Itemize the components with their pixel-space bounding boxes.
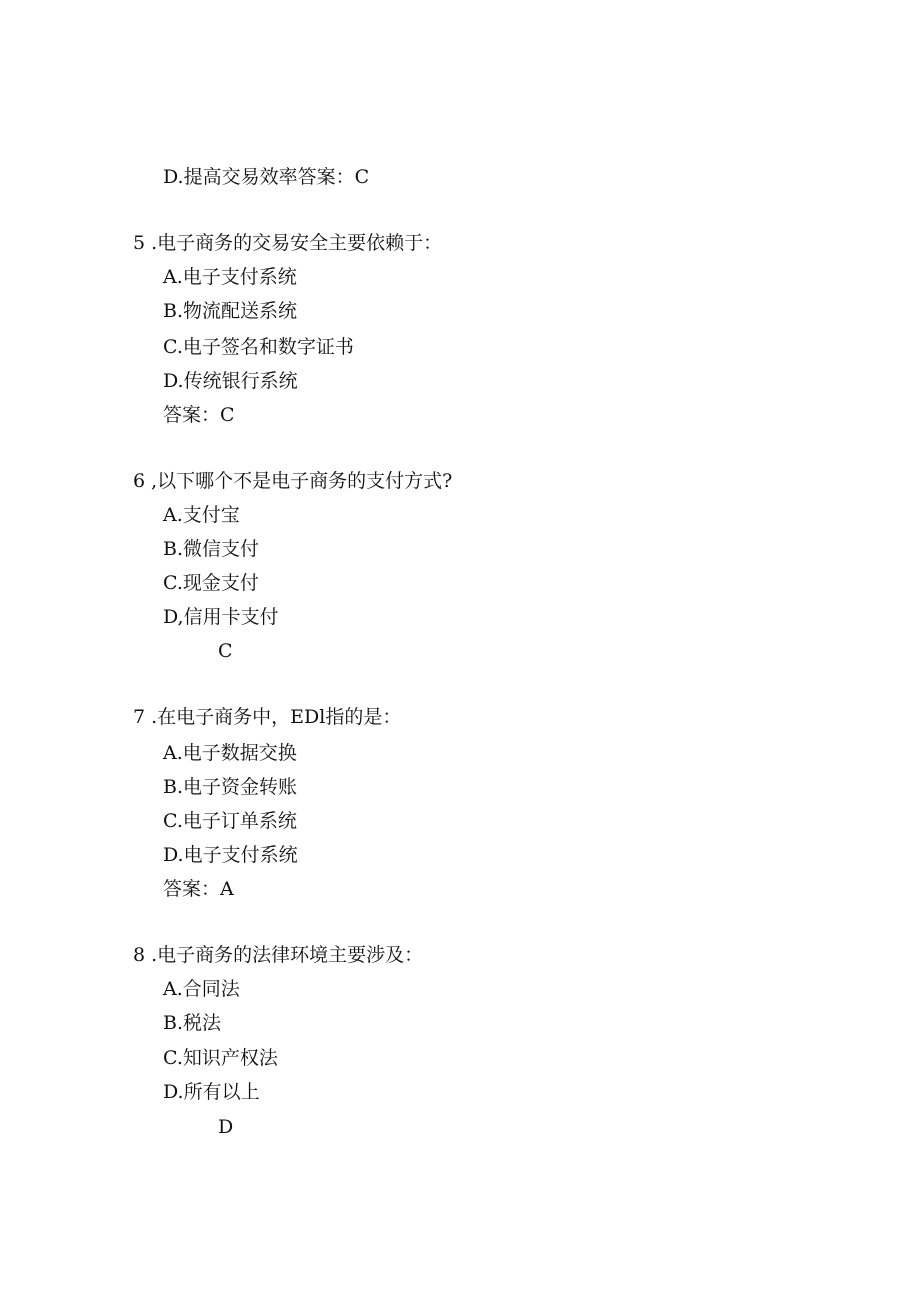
- option-text: D.电子支付系统: [163, 844, 298, 866]
- option-text: A.电子支付系统: [163, 266, 297, 288]
- question-8-title: 8 .电子商务的法律环境主要涉及：: [133, 944, 424, 966]
- answer-text: 答案：C: [163, 404, 235, 426]
- option-text: A.电子数据交换: [163, 742, 297, 764]
- answer-text: D: [218, 1116, 234, 1138]
- option-text: C.知识产权法: [163, 1047, 278, 1069]
- option-text: C.电子订单系统: [163, 810, 297, 832]
- question-5-title: 5 .电子商务的交易安全主要依赖于：: [133, 232, 443, 254]
- option-text: B.税法: [163, 1012, 222, 1034]
- option-text: C.电子签名和数字证书: [163, 336, 354, 358]
- option-text: B.物流配送系统: [163, 300, 298, 322]
- option-text: D.所有以上: [163, 1081, 260, 1103]
- option-text: A.支付宝: [163, 504, 240, 526]
- option-text: B.电子资金转账: [163, 776, 298, 798]
- answer-text: C: [218, 640, 233, 662]
- question-6-title: 6 ,以下哪个不是电子商务的支付方式?: [133, 470, 453, 492]
- option-text: D.传统银行系统: [163, 370, 298, 392]
- option-text: A.合同法: [163, 978, 240, 1000]
- option-text: C.现金支付: [163, 572, 259, 594]
- option-text: D,信用卡支付: [163, 606, 279, 628]
- question-7-title: 7 .在电子商务中，EDl指的是：: [133, 706, 402, 728]
- option-text: D.提高交易效率答案：C: [163, 166, 370, 188]
- answer-text: 答案：A: [163, 878, 234, 900]
- option-text: B.微信支付: [163, 538, 260, 560]
